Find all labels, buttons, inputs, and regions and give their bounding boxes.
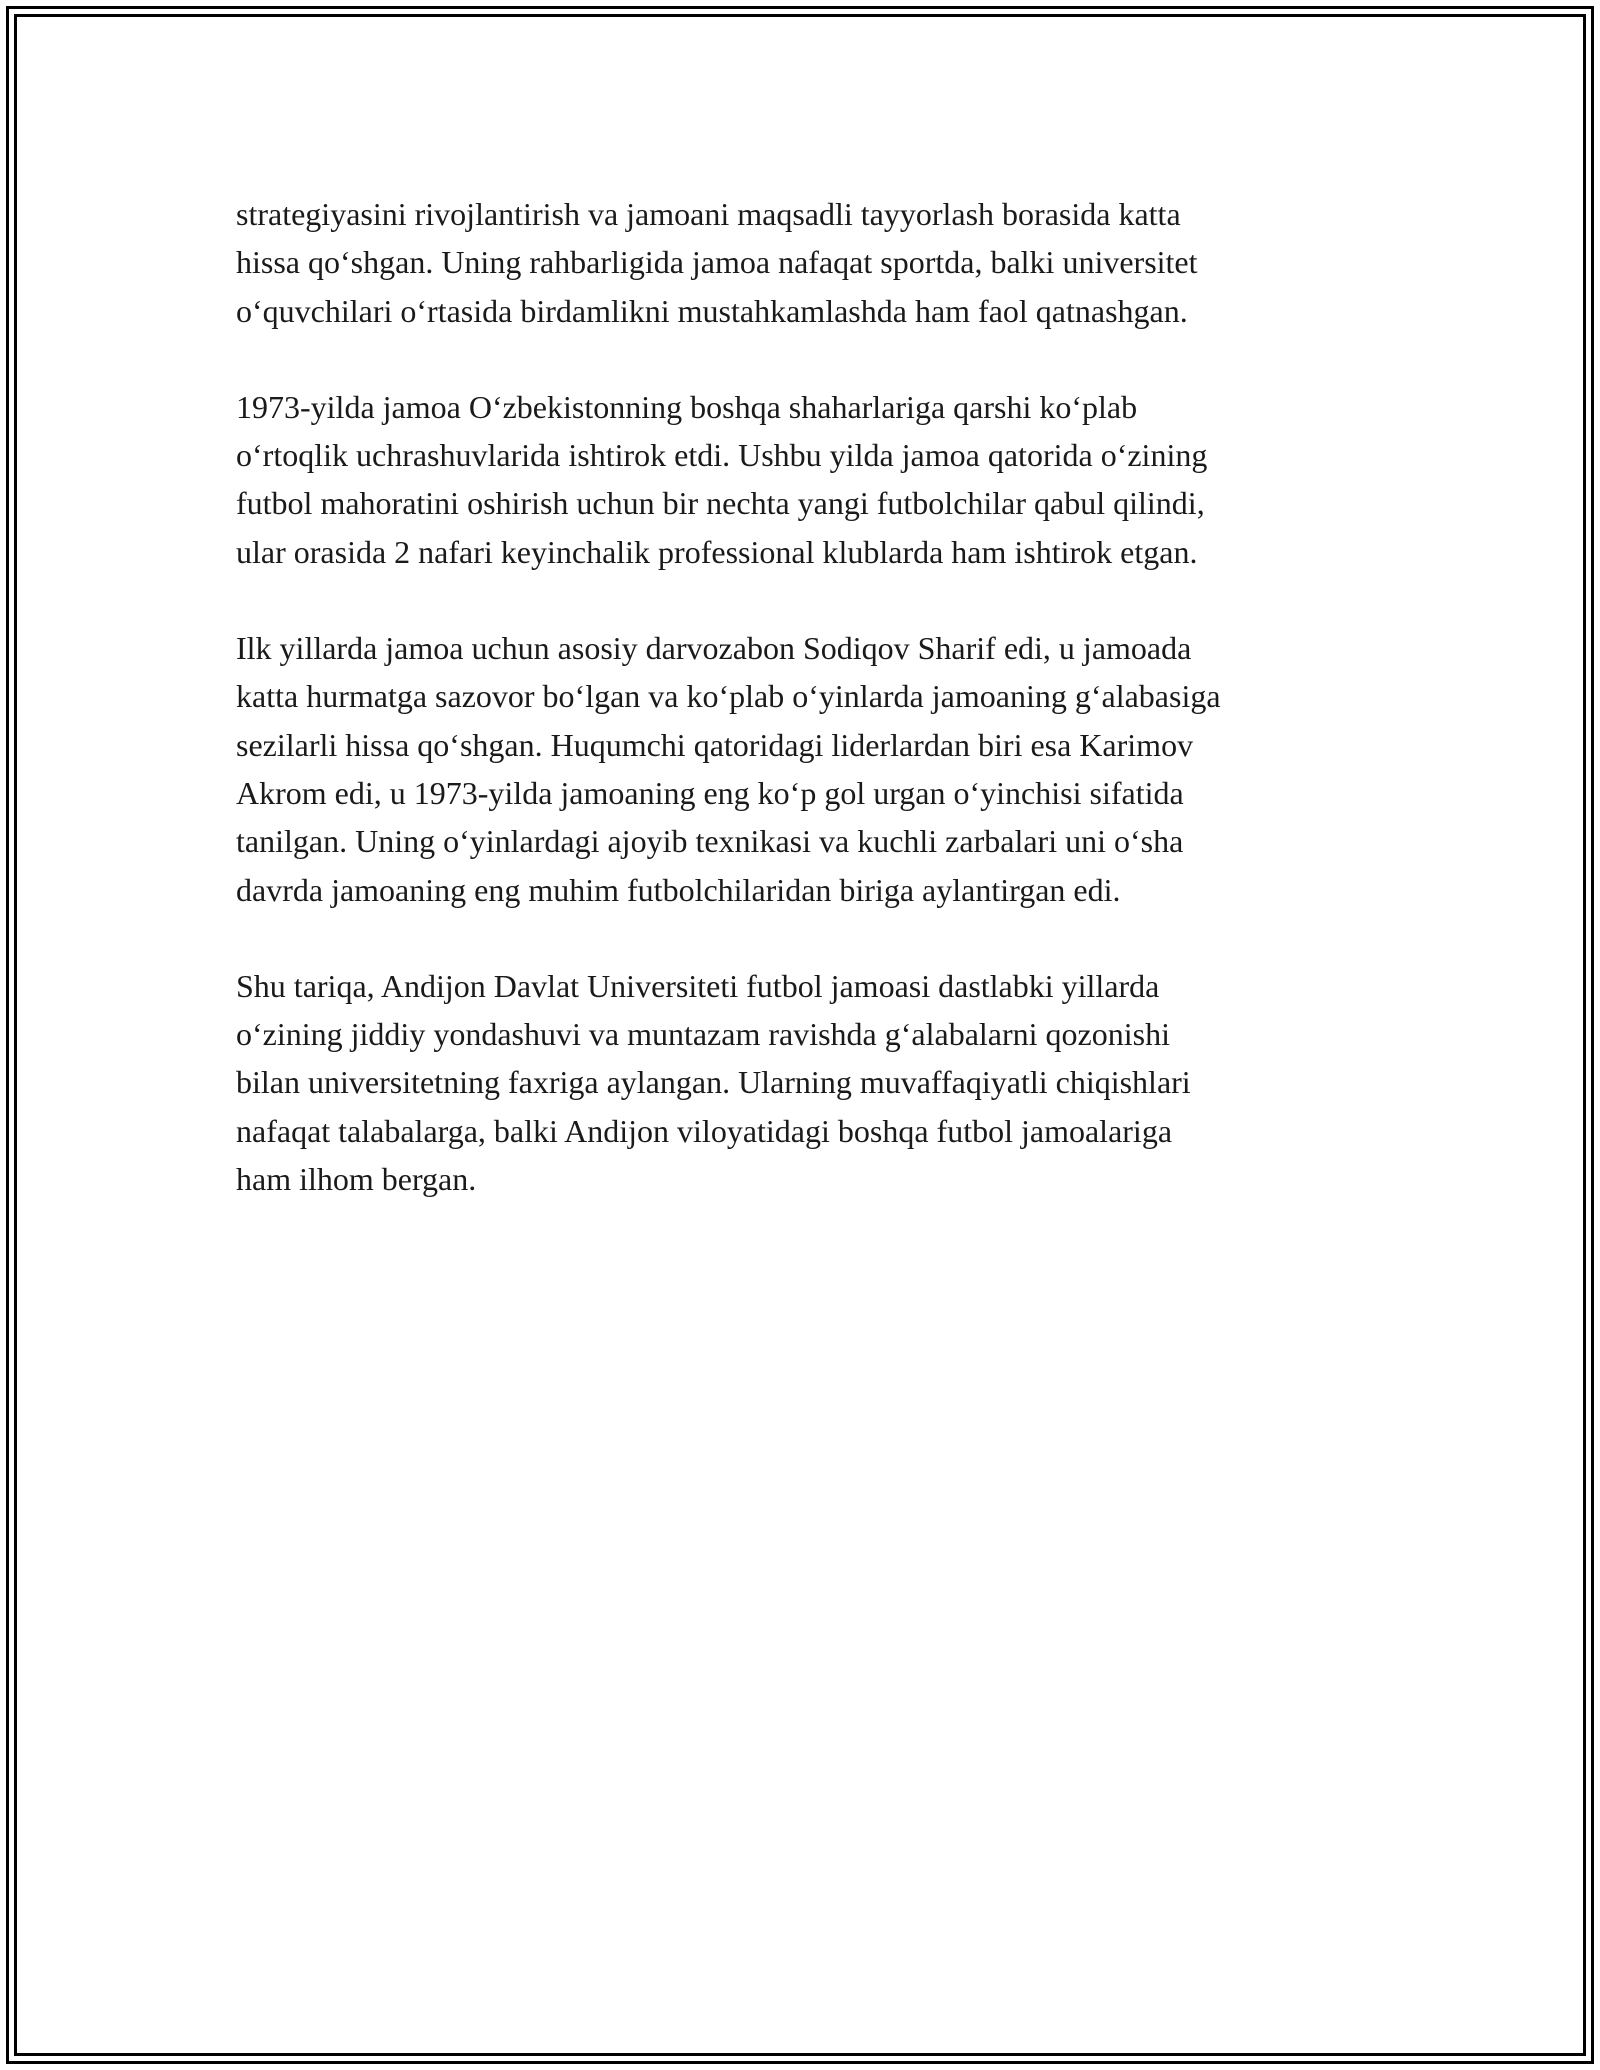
text-line: Shu tariqa, Andijon Davlat Universiteti futbol jamoasi dastlabki yillarda: [236, 967, 1160, 1004]
text-line: 1973-yilda jamoa O‘zbekistonning boshqa shaharlariga qarshi ko‘plab: [236, 388, 1138, 425]
text-line: o‘quvchilari o‘rtasida birdamlikni mustahkamlashda ham faol qatnashgan.: [236, 292, 1188, 329]
text-line: ham ilhom bergan.: [236, 1161, 477, 1198]
paragraph-4: [236, 962, 1376, 1203]
text-line: katta hurmatga sazovor bo‘lgan va ko‘plab o‘yinlarda jamoaning g‘alabasiga: [236, 678, 1221, 715]
text-line: futbol mahoratini oshirish uchun bir nechta yangi futbolchilar qabul qilindi,: [236, 485, 1205, 522]
text-line: hissa qo‘shgan. Uning rahbarligida jamoa nafaqat sportda, balki universitet: [236, 244, 1198, 281]
text-line: bilan universitetning faxriga aylangan. Ularning muvaffaqiyatli chiqishlari: [236, 1064, 1191, 1101]
text-line: sezilarli hissa qo‘shgan. Huqumchi qatoridagi liderlardan biri esa Karimov: [236, 726, 1194, 763]
text-line: Akrom edi, u 1973-yilda jamoaning eng ko‘p gol urgan o‘yinchisi sifatida: [236, 774, 1184, 811]
text-line: strategiyasini rivojlantirish va jamoani maqsadli tayyorlash borasida katta: [236, 196, 1181, 232]
text-line: davrda jamoaning eng muhim futbolchilaridan biriga aylantirgan edi.: [236, 871, 1121, 908]
paragraph-1: [236, 190, 1376, 335]
document-body: [236, 190, 1376, 1251]
text-line: nafaqat talabalarga, balki Andijon viloyatidagi boshqa futbol jamoalariga: [236, 1112, 1173, 1149]
paragraph-3: [236, 624, 1376, 914]
text-line: ular orasida 2 nafari keyinchalik professional klublarda ham ishtirok etgan.: [236, 533, 1198, 570]
paragraph-2: [236, 383, 1376, 576]
text-line: o‘rtoqlik uchrashuvlarida ishtirok etdi. Ushbu yilda jamoa qatorida o‘zining: [236, 437, 1208, 474]
text-line: tanilgan. Uning o‘yinlardagi ajoyib texnikasi va kuchli zarbalari uni o‘sha: [236, 823, 1184, 860]
text-line: o‘zining jiddiy yondashuvi va muntazam ravishda g‘alabalarni qozonishi: [236, 1016, 1170, 1053]
text-line: Ilk yillarda jamoa uchun asosiy darvozabon Sodiqov Sharif edi, u jamoada: [236, 630, 1192, 667]
